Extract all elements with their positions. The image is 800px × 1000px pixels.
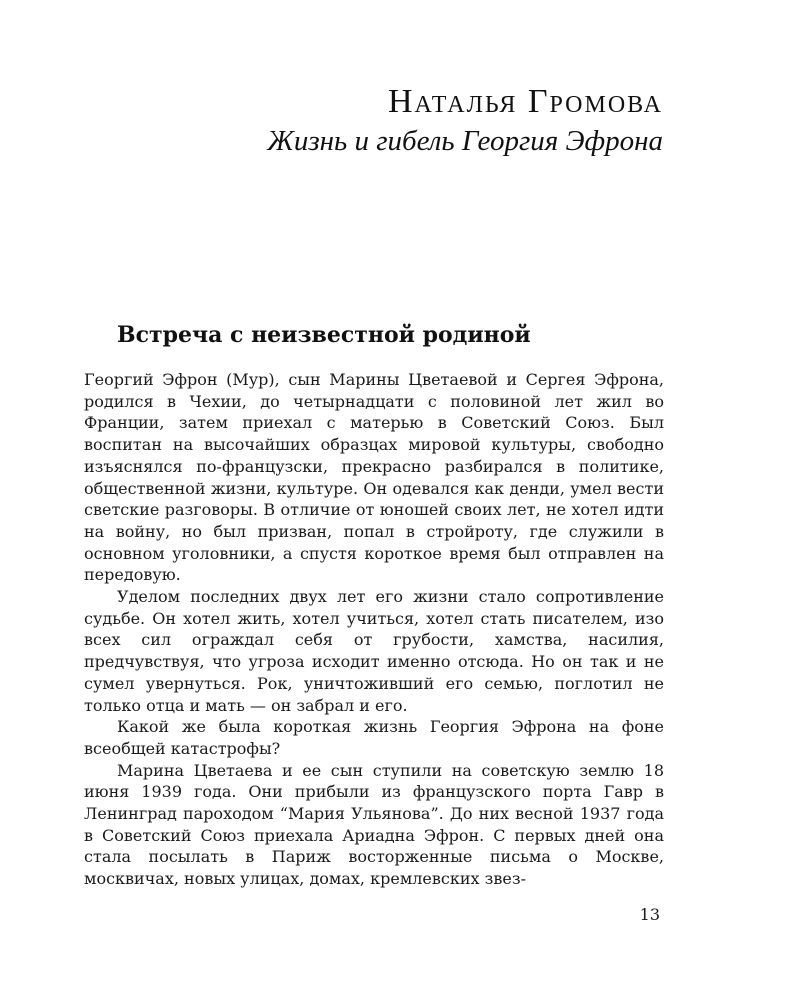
book-title: Жизнь и гибель Георгия Эфрона (267, 125, 663, 157)
paragraph-1: Георгий Эфрон (Мур), сын Марины Цветаевой и Сергея Эфрона, родился в Чехии, до четырнадцати с половиной лет жил во Франции, затем приехал с матерью в Советский Союз. Был воспитан на высочайших образцах мировой культуры, свободно изъяснялся по-французски, прекрасно разбирался в политике, общественной жизни, культуре. Он одевался как денди, умел вести светские разговоры. В отличие от юношей своих лет, не хотел идти на войну, но был призван, попал в стройроту, где служили в основном уголовники, а спустя короткое время был отправлен на передовую. (84, 370, 664, 585)
page-number: 13 (639, 905, 660, 924)
body-text (84, 369, 664, 890)
paragraph-3: Какой же была короткая жизнь Георгия Эфрона на фоне всеобщей катастрофы? (84, 717, 664, 758)
paragraph-2: Уделом последних двух лет его жизни стало сопротивление судьбе. Он хотел жить, хотел учиться, хотел стать писателем, изо всех сил ограждал себя от грубости, хамства, насилия, предчувствуя, что угроза исходит именно отсюда. Но он так и не сумел увернуться. Рок, уничтоживший его семью, поглотил не только отца и мать — он забрал и его. (84, 587, 664, 715)
paragraph-4: Марина Цветаева и ее сын ступили на советскую землю 18 июня 1939 года. Они прибыли из французского порта Гавр в Ленинград пароходом “Мария Ульянова”. До них весной 1937 года в Советский Союз приехала Ариадна Эфрон. С первых дней она стала посылать в Париж восторженные письма о Москве, москвичах, новых улицах, домах, кремлевских звез- (84, 760, 664, 889)
author-name: Наталья Громова (388, 83, 663, 120)
chapter-title: Встреча с неизвестной родиной (117, 322, 531, 348)
page-header (267, 82, 663, 160)
